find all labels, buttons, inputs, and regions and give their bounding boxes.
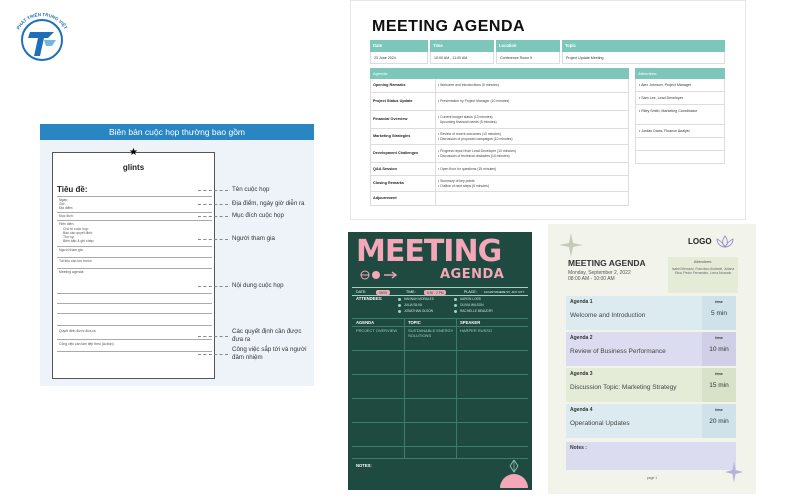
paper-line: Báo cáo quyết định:	[63, 231, 93, 235]
agenda-row	[370, 145, 629, 163]
date-label: DATE:	[356, 290, 367, 294]
callout-line	[198, 286, 228, 287]
agenda-row-desc-line: Discussion of technical obstacles (10 minutes)	[440, 153, 510, 158]
agenda-item-text: Operational Updates	[570, 420, 630, 427]
divider	[352, 326, 528, 327]
paper-line: Người tham gia:	[59, 248, 84, 252]
card-title: MEETING AGENDA	[568, 258, 646, 268]
agenda-item-text: Review of Business Performance	[570, 348, 666, 355]
agenda-row	[370, 176, 629, 192]
attendee-row-empty	[635, 138, 725, 151]
divider	[57, 246, 212, 247]
divider	[352, 318, 528, 319]
callout-line	[198, 239, 228, 240]
divider	[57, 293, 212, 294]
agenda-row	[370, 79, 629, 93]
divider	[57, 212, 212, 213]
divider	[352, 398, 528, 399]
time-label: TIME:	[406, 290, 416, 294]
agenda-item-label: Agenda 2	[570, 335, 593, 341]
agenda-item-time-box	[702, 296, 736, 330]
divider	[435, 192, 436, 205]
agenda-row-desc-line: Current budget status (10 minutes)	[440, 115, 493, 119]
time-label: time	[715, 372, 723, 376]
agenda-row-desc: • Welcome and introductions (5 minutes)	[438, 83, 499, 87]
agenda-row-desc: • Open floor for questions (15 minutes)	[438, 167, 497, 171]
attendee-name: AARON LOEB	[460, 297, 481, 301]
date-value: 09/25	[376, 290, 390, 295]
agenda-row	[370, 93, 629, 111]
agenda-item-time-box	[702, 368, 736, 402]
paper-line: Địa điểm:	[59, 206, 74, 210]
divider	[435, 79, 436, 92]
agenda-item	[566, 368, 736, 402]
column-speaker: SPEAKER	[460, 320, 481, 325]
attendee-row-empty	[635, 151, 725, 164]
attendees-box	[668, 257, 738, 293]
bullet-icon	[454, 298, 457, 301]
agenda-item-label: Agenda 3	[570, 371, 593, 377]
paper-brand: glints	[122, 163, 145, 172]
column-topic: TOPIC	[408, 320, 421, 325]
header-topic: Topic	[562, 40, 725, 52]
paper-line: Tài liệu cần lưu trước:	[59, 259, 93, 263]
divider	[404, 318, 405, 458]
bullet-icon	[454, 304, 457, 307]
divider	[352, 458, 528, 459]
attendees-label: ATTENDEES:	[356, 296, 383, 301]
agenda-item-label: Agenda 1	[570, 299, 593, 305]
paper-line: Mục đích:	[59, 214, 74, 218]
star-icon: ★	[129, 147, 138, 158]
callout-label: Công việc sắp tới và người đảm nhiệm	[232, 346, 307, 361]
panel-title: Biên bản cuộc họp thường bao gồm	[40, 124, 314, 140]
paper-line: Công việc cần làm tiếp theo (Action):	[59, 342, 115, 346]
callout-line	[198, 204, 228, 205]
attendee-name: JONATHAN OLSON	[404, 309, 433, 313]
paper-doc-title: Tiêu đề:	[57, 185, 88, 194]
agenda-item	[566, 332, 736, 366]
agenda-item-time-box	[702, 404, 736, 438]
attendee-name: Alex Johnson, Project Manager	[641, 83, 692, 87]
paper-line: Quyết định được đưa ra:	[59, 329, 97, 333]
attendees-text: Isabel Mercado, Francisco Andrade, Juliana Silva, Pedro Fernandes, Lorna Alvarado	[671, 267, 734, 276]
page-number: page 1	[646, 476, 658, 480]
agenda-item	[566, 404, 736, 438]
paper-line: Hiện diện:	[59, 222, 75, 226]
time-value: 20 min	[709, 418, 729, 425]
attendee-row: • Jordan Davis, Finance Analyst	[635, 125, 725, 138]
callout-line	[198, 354, 228, 355]
value-topic: Project Update Meeting	[562, 52, 725, 64]
paper-line: Meeting agenda:	[59, 270, 85, 274]
shapes-icon	[360, 269, 400, 281]
paper-line: Ngày:	[59, 198, 68, 202]
agenda-poster	[348, 232, 532, 490]
decorative-shape-icon	[496, 460, 530, 488]
divider	[435, 145, 436, 162]
agenda-row-desc: • Summary of key points • Outline of next steps (5 minutes)	[438, 179, 489, 188]
attendee-row: • Sam Lee, Lead Developer	[635, 92, 725, 105]
divider	[435, 93, 436, 110]
divider	[352, 422, 528, 423]
agenda-row-name: Project Status Update	[373, 99, 413, 103]
value-location: Conference Room 5	[496, 52, 560, 64]
time-value: 5 min	[711, 310, 727, 317]
agenda-row-name: Closing Remarks	[373, 181, 405, 185]
agenda-row-desc-line: Welcome and introductions (5 minutes)	[440, 83, 499, 87]
attendee-row: • Riley Smith, Marketing Coordinator	[635, 105, 725, 125]
time-label: time	[715, 408, 723, 412]
attendees-section-label: Attendees:	[635, 68, 725, 79]
company-logo	[8, 2, 76, 68]
agenda-row-desc: • Review of recent outcomes (10 minutes) • Discussion of proposed campaigns (10 minutes)	[438, 132, 513, 141]
cell-agenda: PROJECT OVERVIEW	[356, 328, 398, 333]
divider	[456, 318, 457, 458]
divider	[435, 176, 436, 191]
place-label: PLACE:	[464, 290, 477, 294]
card-date-text: Monday, September 2, 2022	[568, 270, 631, 276]
card-time-text: 08:00 AM - 10:00 AM	[568, 276, 615, 282]
lotus-icon	[714, 234, 736, 248]
time-value: 10 min	[709, 346, 729, 353]
time-label: time	[715, 300, 723, 304]
agenda-row-desc: • Presentation by Project Manager (10 minutes)	[438, 99, 510, 103]
divider	[352, 374, 528, 375]
time-value: 8:30 - 2 PM	[424, 290, 446, 295]
agenda-row-desc-line: Progress report from Lead Developer (10 minutes)	[440, 149, 516, 153]
poster-info-strip	[352, 287, 528, 296]
divider	[352, 446, 528, 447]
agenda-item-text: Discussion Topic: Marketing Strategy	[570, 384, 677, 391]
divider	[57, 303, 212, 304]
bullet-icon	[398, 304, 401, 307]
sparkle-icon	[558, 232, 584, 258]
agenda-item-label: Agenda 4	[570, 407, 593, 413]
card-date	[568, 270, 631, 282]
time-label: time	[715, 336, 723, 340]
attendee-name: Sam Lee, Lead Developer	[641, 96, 684, 100]
agenda-row	[370, 163, 629, 176]
sparkle-icon	[724, 460, 744, 484]
attendee-name: Riley Smith, Marketing Coordinator	[641, 109, 697, 113]
paper-line: Giờ:	[59, 202, 66, 206]
card-logo-text: LOGO	[688, 237, 712, 246]
bullet-icon	[454, 310, 457, 313]
column-agenda: AGENDA	[356, 320, 375, 325]
agenda-row-desc-line: Upcoming financial needs (5 minutes)	[439, 119, 497, 124]
agenda-row-desc-line: Outline of next steps (5 minutes)	[440, 183, 489, 188]
divider	[57, 220, 212, 221]
notes-label: NOTES:	[356, 463, 372, 468]
value-time: 10:00 AM - 11:00 AM	[430, 52, 494, 64]
agenda-row-name: Financial Overview	[373, 117, 408, 121]
agenda-row	[370, 192, 629, 206]
divider	[435, 163, 436, 175]
paper-line: Thư ký:	[63, 235, 75, 239]
agenda-row-desc: • Progress report from Lead Developer (10 minutes) • Discussion of technical obstacles (10 minutes)	[438, 149, 516, 158]
divider	[57, 268, 212, 269]
bullet-icon	[398, 298, 401, 301]
agenda-row-name: Opening Remarks	[373, 83, 406, 87]
agenda-row-desc-line: Summary of key points	[440, 179, 475, 183]
agenda-row-name: Development Challenges	[373, 151, 419, 155]
agenda-row-name: Adjournment	[373, 196, 397, 200]
cell-speaker: HARPER RUSSO	[460, 328, 493, 333]
divider	[57, 351, 212, 352]
logo-brand-text: PHÁT TRIỂN TRUNG VIỆT	[15, 11, 69, 31]
callout-label: Tên cuộc họp	[232, 186, 270, 193]
agenda-row	[370, 111, 629, 129]
value-date: 23 June 2024	[370, 52, 428, 64]
header-time: Time	[430, 40, 494, 52]
attendee-name: RACHELLE BEAUDRY	[460, 309, 494, 313]
callout-line	[198, 216, 228, 217]
minutes-contents-panel	[40, 124, 314, 386]
header-date: Date	[370, 40, 428, 52]
agenda-item	[566, 296, 736, 330]
callout-label: Địa điểm, ngày giờ diễn ra	[232, 200, 305, 207]
poster-title: MEETING	[356, 234, 502, 269]
agenda-row-desc: • Current budget status (10 minutes) Upcoming financial needs (5 minutes)	[438, 115, 497, 124]
agenda-item-time-box	[702, 332, 736, 366]
attendee-name: Jordan Davis, Finance Analyst	[641, 129, 690, 133]
attendee-row: • Alex Johnson, Project Manager	[635, 79, 725, 92]
divider	[57, 313, 212, 314]
attendee-name: HANNAH MORALES	[404, 297, 434, 301]
paper-line: Biên bản & ghi chép:	[63, 239, 95, 243]
callout-label: Nội dung cuộc họp	[232, 282, 284, 289]
agenda-row-name: Q&A Session	[373, 167, 397, 171]
callout-label: Người tham gia	[232, 235, 275, 242]
callout-label: Mục đích cuộc họp	[232, 212, 284, 219]
callout-line	[198, 336, 228, 337]
agenda-row-desc-line: Review of recent outcomes (10 minutes)	[440, 132, 501, 136]
header-location: Location	[496, 40, 560, 52]
notes-box	[566, 442, 736, 470]
callout-line	[198, 190, 228, 191]
divider	[57, 196, 212, 197]
agenda-row-name: Marketing Strategies	[373, 134, 411, 138]
paper-line: Chủ trì cuộc họp:	[63, 227, 89, 231]
attendee-name: OLIVIA WILSON	[460, 303, 484, 307]
minutes-paper	[52, 147, 215, 379]
attendees-label: Attendees:	[693, 260, 713, 264]
notes-label: Notes :	[570, 445, 587, 451]
divider	[435, 129, 436, 144]
divider	[352, 350, 528, 351]
agenda-row-desc-line: Open floor for questions (15 minutes)	[440, 167, 497, 171]
callout-label: Các quyết định cần được đưa ra	[232, 328, 302, 343]
agenda-card	[548, 224, 756, 494]
divider	[57, 325, 212, 326]
poster-subtitle: AGENDA	[440, 267, 505, 282]
agenda-section-label: Agenda:	[370, 68, 629, 79]
logo-emblem-icon	[8, 2, 76, 68]
bullet-icon	[398, 310, 401, 313]
time-value: 15 min	[709, 382, 729, 389]
agenda-row	[370, 129, 629, 145]
agenda-row-desc-line: Discussion of proposed campaigns (10 minutes)	[440, 136, 513, 141]
agenda-row-desc-line: Presentation by Project Manager (10 minutes)	[440, 99, 510, 103]
divider	[57, 257, 212, 258]
agenda-item-text: Welcome and Introduction	[570, 312, 646, 319]
agenda-title: MEETING AGENDA	[372, 18, 526, 35]
place-value: 123 ANYWHERE ST., ANY CITY	[484, 290, 525, 294]
divider	[57, 339, 212, 340]
cell-topic: SUSTAINABLE ENERGY SOLUTIONS	[408, 328, 454, 338]
divider	[435, 111, 436, 128]
attendee-name: JULIA SILVA	[404, 303, 422, 307]
